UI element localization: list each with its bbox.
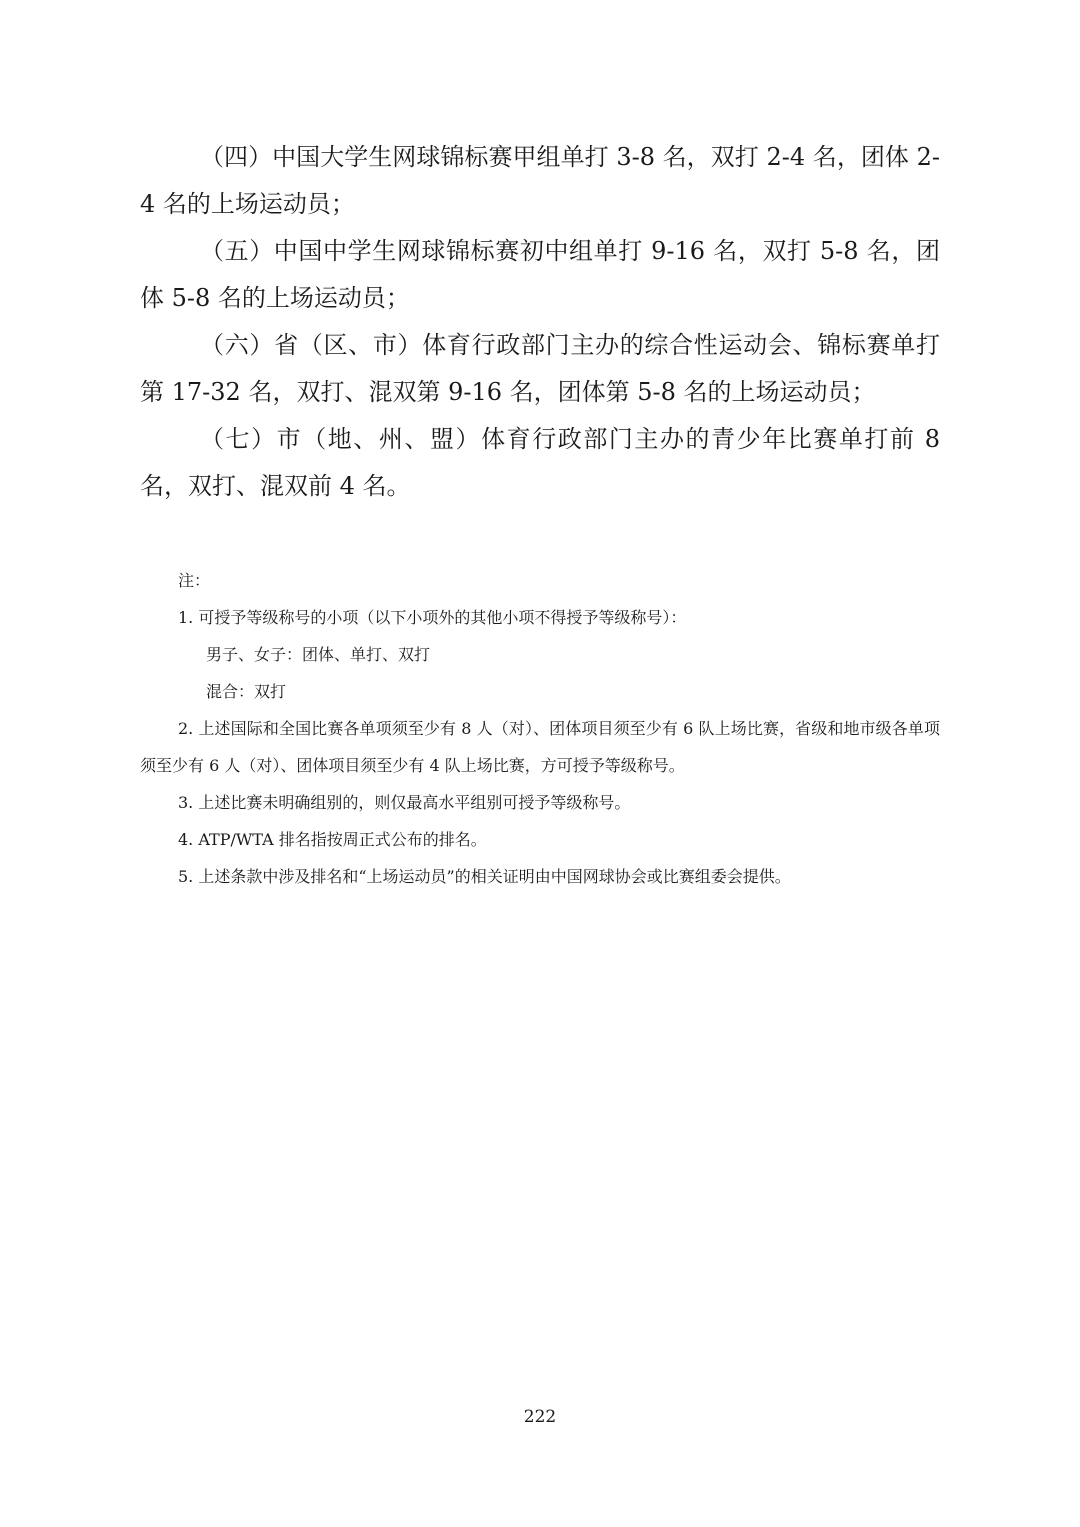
note-item-5: 5. 上述条款中涉及排名和“上场运动员”的相关证明由中国网球协会或比赛组委会提供。	[178, 867, 791, 886]
notes-section	[140, 562, 940, 895]
paragraph-5: （五）中国中学生网球锦标赛初中组单打 9-16 名，双打 5-8 名，团体 5-8 名的上场运动员；	[140, 237, 940, 312]
page-number: 222	[523, 1407, 557, 1427]
notes-heading: 注：	[178, 571, 211, 590]
note-item-1-sub-1: 男子、女子：团体、单打、双打	[206, 645, 431, 664]
paragraph-6: （六）省（区、市）体育行政部门主办的综合性运动会、锦标赛单打第 17-32 名，双打、混双第 9-16 名，团体第 5-8 名的上场运动员；	[140, 331, 940, 406]
note-item-4: 4. ATP/WTA 排名指按周正式公布的排名。	[178, 830, 487, 849]
note-item-3: 3. 上述比赛未明确组别的，则仅最高水平组别可授予等级称号。	[178, 793, 631, 812]
note-item-1: 1. 可授予等级称号的小项（以下小项外的其他小项不得授予等级称号）：	[178, 608, 687, 627]
paragraph-7: （七）市（地、州、盟）体育行政部门主办的青少年比赛单打前 8 名，双打、混双前 4 名。	[140, 425, 940, 500]
note-item-1-sub-2: 混合：双打	[206, 682, 287, 701]
body-text	[140, 134, 940, 510]
paragraph-4: （四）中国大学生网球锦标赛甲组单打 3-8 名，双打 2-4 名，团体 2-4 名的上场运动员；	[140, 143, 940, 218]
note-item-2: 2. 上述国际和全国比赛各单项须至少有 8 人（对）、团体项目须至少有 6 队上场比赛，省级和地市级各单项须至少有 6 人（对）、团体项目须至少有 4 队上场比赛，方可授予等级称号。	[140, 719, 940, 775]
